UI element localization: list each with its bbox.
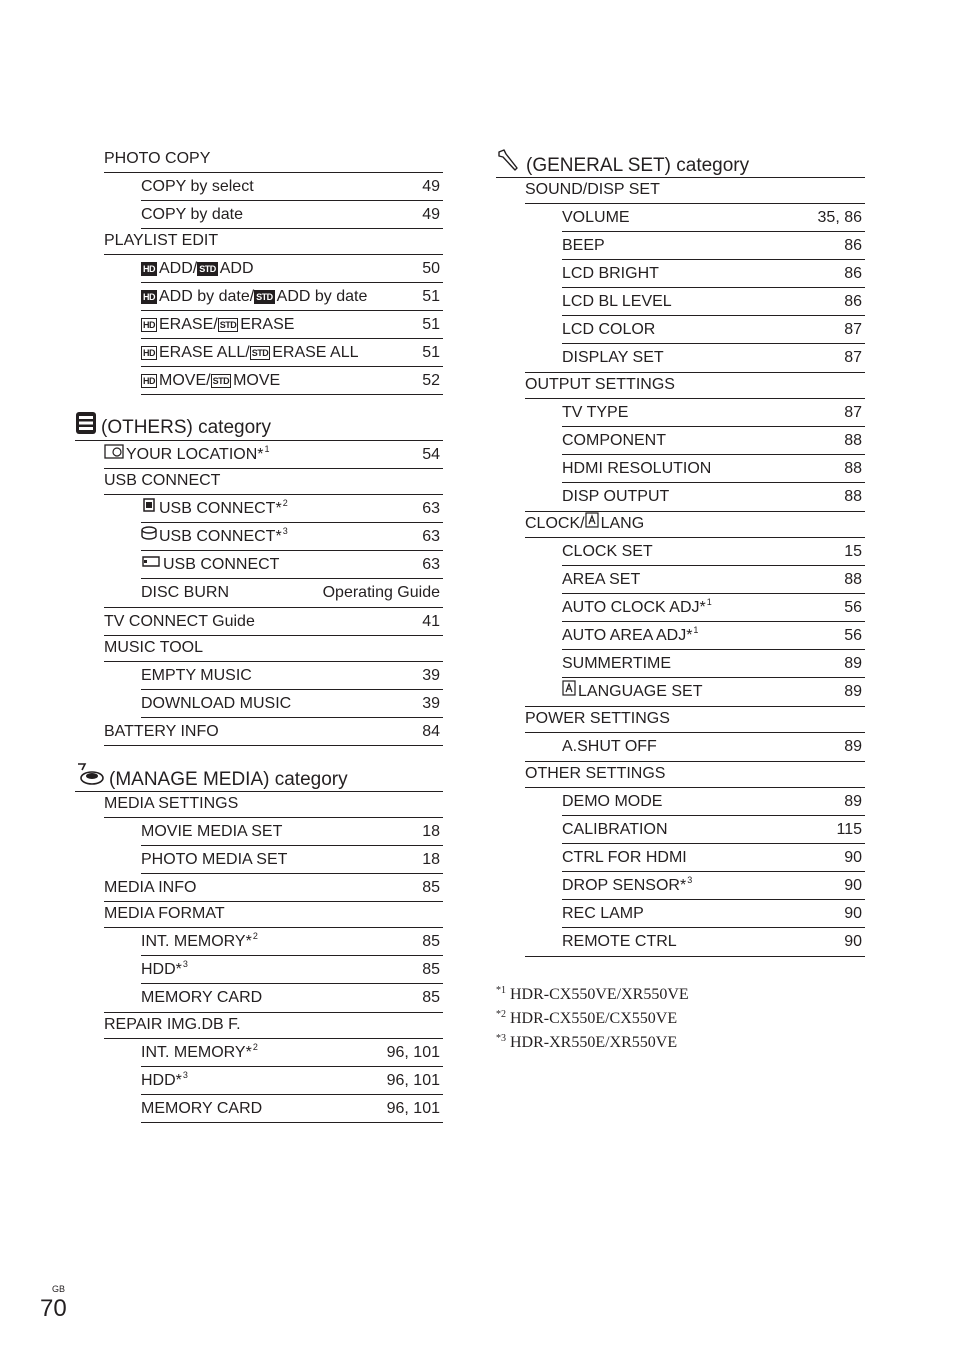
menu-row[interactable]: LCD BRIGHT 86 bbox=[562, 260, 865, 288]
output-settings-header: OUTPUT SETTINGS bbox=[525, 373, 865, 399]
menu-row[interactable]: HDMI RESOLUTION 88 bbox=[562, 455, 865, 483]
menu-row[interactable]: HD ERASE ALL/ STD ERASE ALL 51 bbox=[141, 339, 443, 367]
photo-copy-title: PHOTO COPY bbox=[104, 150, 211, 167]
clock-lang-header: CLOCK/ LANG bbox=[525, 512, 865, 538]
menu-row[interactable]: DISC BURN Operating Guide bbox=[141, 584, 440, 601]
general-set-category-title: (GENERAL SET) category bbox=[496, 148, 865, 178]
footnote: $^{*2}$ HDR-CX550E/CX550VE bbox=[496, 1009, 678, 1027]
playlist-edit-header: PLAYLIST EDIT bbox=[104, 229, 443, 255]
std-film-icon: STD bbox=[251, 347, 269, 358]
menu-row[interactable]: HD MOVE/ STD MOVE 52 bbox=[141, 367, 443, 395]
menu-row[interactable]: A.SHUT OFF 89 bbox=[562, 738, 862, 755]
menu-row[interactable]: DOWNLOAD MUSIC 39 bbox=[141, 690, 443, 718]
std-film-icon: STD bbox=[212, 375, 230, 386]
manage-media-category-title: (MANAGE MEDIA) category bbox=[75, 762, 443, 792]
language-icon bbox=[585, 512, 599, 536]
menu-row[interactable]: SUMMERTIME 89 bbox=[562, 650, 865, 678]
language-code: GB bbox=[52, 1284, 66, 1294]
menu-row[interactable]: CLOCK SET 15 bbox=[562, 538, 865, 566]
menu-row[interactable]: REC LAMP 90 bbox=[562, 900, 865, 928]
menu-row[interactable]: REMOTE CTRL 90 bbox=[562, 933, 862, 950]
menu-row[interactable]: AUTO AREA ADJ*$^1$ 56 bbox=[562, 622, 865, 650]
hd-film-icon: HD bbox=[143, 347, 155, 358]
right-column bbox=[496, 148, 865, 1055]
wrench-icon bbox=[496, 148, 522, 184]
menu-row[interactable]: YOUR LOCATION*$^1$ 54 bbox=[104, 441, 443, 469]
manage-media-icon bbox=[75, 762, 105, 798]
menu-row[interactable]: COPY by select 49 bbox=[141, 173, 443, 201]
menu-row[interactable]: MEDIA INFO 85 bbox=[104, 874, 443, 902]
menu-row[interactable]: LANGUAGE SET 89 bbox=[562, 678, 865, 706]
internal-memory-icon bbox=[141, 495, 157, 523]
hdd-icon bbox=[141, 523, 157, 551]
menu-row[interactable]: HDD*$^3$ 96, 101 bbox=[141, 1067, 443, 1095]
menu-row[interactable]: PHOTO MEDIA SET 18 bbox=[141, 846, 443, 874]
menu-row[interactable]: TV CONNECT Guide 41 bbox=[104, 608, 443, 636]
hd-icon: HD bbox=[143, 291, 155, 302]
menu-row[interactable]: LCD BL LEVEL 86 bbox=[562, 288, 865, 316]
menu-row[interactable]: DROP SENSOR*$^3$ 90 bbox=[562, 872, 865, 900]
usb-connect-header: USB CONNECT bbox=[104, 469, 443, 495]
menu-row[interactable]: USB CONNECT*$^2$ 63 bbox=[141, 495, 443, 523]
menu-row[interactable]: VOLUME 35, 86 bbox=[562, 204, 865, 232]
language-icon bbox=[562, 678, 576, 706]
others-category-title: (OTHERS) category bbox=[75, 411, 443, 441]
footnote: $^{*1}$ HDR-CX550VE/XR550VE bbox=[496, 985, 689, 1003]
menu-row[interactable]: HD ADD/ STD ADD 50 bbox=[141, 255, 443, 283]
menu-row[interactable]: MOVIE MEDIA SET 18 bbox=[141, 818, 443, 846]
footnotes bbox=[496, 983, 865, 1055]
menu-row[interactable]: HDD*$^3$ 85 bbox=[141, 956, 443, 984]
memory-card-icon bbox=[141, 551, 161, 579]
menu-row[interactable]: DISP OUTPUT 88 bbox=[562, 488, 862, 505]
globe-icon bbox=[104, 441, 124, 469]
menu-row[interactable]: CTRL FOR HDMI 90 bbox=[562, 844, 865, 872]
hd-film-icon: HD bbox=[143, 319, 155, 330]
menu-row[interactable]: INT. MEMORY*$^2$ 96, 101 bbox=[141, 1039, 443, 1067]
std-icon: STD bbox=[256, 291, 273, 302]
other-settings-header: OTHER SETTINGS bbox=[525, 762, 865, 788]
menu-row[interactable]: USB CONNECT 63 bbox=[141, 551, 443, 579]
menu-row[interactable]: MEMORY CARD 85 bbox=[141, 989, 440, 1006]
menu-row[interactable]: INT. MEMORY*$^2$ 85 bbox=[141, 928, 443, 956]
footnote: $^{*3}$ HDR-XR550E/XR550VE bbox=[496, 1033, 678, 1051]
others-icon bbox=[75, 411, 97, 445]
hd-film-icon: HD bbox=[143, 375, 155, 386]
menu-row[interactable]: COPY by date 49 bbox=[141, 201, 443, 229]
photo-copy-header bbox=[104, 147, 443, 173]
page-number: 70 bbox=[40, 1295, 67, 1322]
menu-row[interactable]: CALIBRATION 115 bbox=[562, 816, 865, 844]
hd-icon: HD bbox=[143, 263, 155, 274]
std-icon: STD bbox=[199, 263, 216, 274]
media-format-header: MEDIA FORMAT bbox=[104, 902, 443, 928]
menu-row[interactable]: AREA SET 88 bbox=[562, 566, 865, 594]
menu-row[interactable]: HD ADD by date/ STD ADD by date 51 bbox=[141, 283, 443, 311]
menu-row[interactable]: DEMO MODE 89 bbox=[562, 788, 865, 816]
menu-row[interactable]: DISPLAY SET 87 bbox=[562, 349, 862, 366]
menu-row[interactable]: LCD COLOR 87 bbox=[562, 316, 865, 344]
menu-row[interactable]: USB CONNECT*$^3$ 63 bbox=[141, 523, 443, 551]
menu-row[interactable]: BATTERY INFO 84 bbox=[104, 718, 443, 746]
menu-row[interactable]: EMPTY MUSIC 39 bbox=[141, 662, 443, 690]
media-settings-header: MEDIA SETTINGS bbox=[104, 792, 443, 818]
menu-row[interactable]: COMPONENT 88 bbox=[562, 427, 865, 455]
menu-row[interactable]: BEEP 86 bbox=[562, 232, 865, 260]
menu-row[interactable]: AUTO CLOCK ADJ*$^1$ 56 bbox=[562, 594, 865, 622]
menu-row[interactable]: HD ERASE/ STD ERASE 51 bbox=[141, 311, 443, 339]
std-film-icon: STD bbox=[219, 319, 237, 330]
repair-header: REPAIR IMG.DB F. bbox=[104, 1013, 443, 1039]
sound-disp-header: SOUND/DISP SET bbox=[525, 178, 865, 204]
music-tool-header: MUSIC TOOL bbox=[104, 636, 443, 662]
menu-row[interactable]: MEMORY CARD 96, 101 bbox=[141, 1095, 443, 1123]
left-column bbox=[101, 147, 443, 1123]
power-settings-header: POWER SETTINGS bbox=[525, 707, 865, 733]
menu-row[interactable]: TV TYPE 87 bbox=[562, 399, 865, 427]
